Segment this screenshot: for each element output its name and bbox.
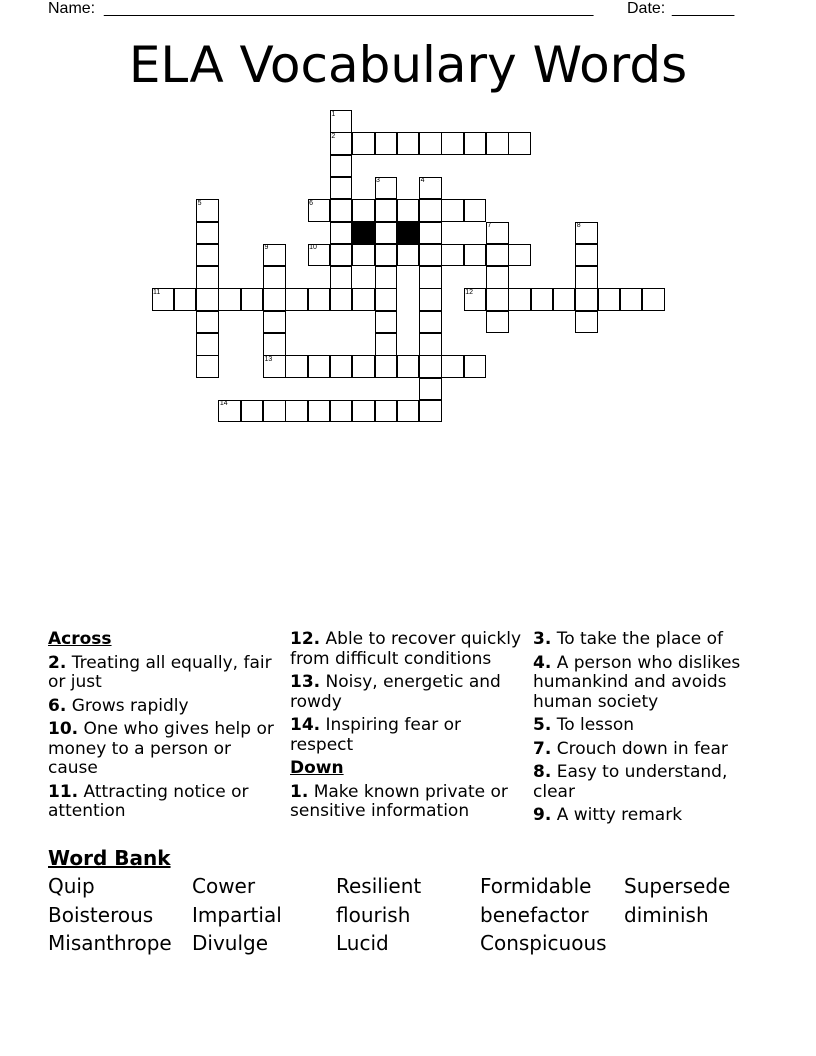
clues-column-1 [48,630,280,826]
grid-cell[interactable] [308,400,331,423]
grid-cell[interactable] [531,288,554,311]
grid-cell[interactable] [285,400,308,423]
grid-cell[interactable] [263,288,286,311]
grid-cell[interactable] [263,311,286,334]
grid-cell[interactable] [464,132,487,155]
down-clue-8: 8. Easy to understand, clear [533,762,728,802]
grid-cell[interactable] [419,311,442,334]
grid-cell[interactable] [464,355,487,378]
grid-cell[interactable] [419,199,442,222]
grid-cell[interactable] [352,244,375,267]
clues-column-3 [533,630,765,830]
down-header: Down [290,758,344,778]
grid-cell[interactable] [441,355,464,378]
clue-number: 14 [219,400,228,408]
grid-cell[interactable] [241,288,264,311]
clues-column-2 [290,630,522,826]
word-bank-item: Misanthrope [48,931,172,955]
grid-cell[interactable] [352,199,375,222]
word-bank-item: Supersede [624,874,731,898]
grid-cell[interactable] [375,244,398,267]
grid-cell[interactable] [441,199,464,222]
word-bank-item: flourish [336,902,411,927]
grid-cell[interactable] [419,222,442,245]
grid-cell[interactable] [464,199,487,222]
across-clue-10: 10. One who gives help or money to a person or cause [48,719,274,778]
grid-cell[interactable] [330,155,353,178]
word-bank-item: Quip [48,874,95,898]
grid-cell[interactable] [575,266,598,289]
across-clue-6: 6. Grows rapidly [48,695,189,716]
page-title: ELA Vocabulary Words [128,36,688,94]
grid-cell[interactable] [352,288,375,311]
grid-cell[interactable] [464,244,487,267]
grid-cell[interactable] [330,400,353,423]
grid-cell[interactable] [486,311,509,334]
grid-cell[interactable] [375,333,398,356]
clue-number: 2 [331,132,336,140]
grid-cell[interactable] [486,132,509,155]
grid-cell[interactable] [486,266,509,289]
grid-cell[interactable] [196,222,219,245]
grid-cell[interactable] [419,333,442,356]
grid-block [397,222,420,245]
grid-cell[interactable] [263,400,286,423]
date-field[interactable]: _______ [672,0,735,17]
clue-number: 9 [264,244,269,252]
word-bank-item: Cower [192,874,256,898]
word-bank-item: Formidable [480,874,592,898]
down-clue-4: 4. A person who dislikes humankind and avoids human society [533,652,741,712]
grid-cell[interactable] [196,288,219,311]
across-clue-14: 14. Inspiring fear or respect [290,715,462,755]
grid-cell[interactable] [330,222,353,245]
down-clue-1: 1. Make known private or sensitive information [290,781,508,821]
word-bank-item: Conspicuous [480,931,607,955]
word-bank-title: Word Bank [48,846,171,870]
clue-number: 7 [487,222,492,229]
word-bank [48,874,768,956]
grid-cell[interactable] [508,132,531,155]
grid-cell[interactable] [330,355,353,378]
clue-number: 12 [465,288,473,296]
down-clue-3: 3. To take the place of [533,629,724,649]
grid-cell[interactable] [375,355,398,378]
grid-cell[interactable] [308,355,331,378]
grid-cell[interactable] [196,266,219,289]
clue-number: 6 [309,199,313,207]
grid-cell[interactable] [419,132,442,155]
grid-cell[interactable] [575,288,598,311]
word-bank-item: Divulge [192,931,269,955]
grid-cell[interactable] [397,132,420,155]
grid-cell[interactable] [352,355,375,378]
across-clue-11: 11. Attracting notice or attention [48,781,249,821]
word-bank-item: Boisterous [48,902,154,927]
grid-cell[interactable] [419,355,442,378]
grid-cell[interactable] [174,288,197,311]
grid-cell[interactable] [196,333,219,356]
date-label: Date: [627,0,666,17]
grid-cell[interactable] [553,288,576,311]
grid-cell[interactable] [375,266,398,289]
grid-cell[interactable] [263,266,286,289]
word-bank-item: benefactor [480,902,589,927]
grid-cell[interactable] [419,400,442,423]
grid-cell[interactable] [486,288,509,311]
grid-cell[interactable] [575,244,598,267]
grid-cell[interactable] [241,400,264,423]
grid-cell[interactable] [285,355,308,378]
across-header: Across [48,629,112,649]
word-bank-item: Lucid [336,931,389,955]
grid-cell[interactable] [508,288,531,311]
grid-cell[interactable] [330,266,353,289]
across-clue-13: 13. Noisy, energetic and rowdy [290,672,501,712]
grid-cell[interactable] [397,400,420,423]
grid-cell[interactable] [330,244,353,267]
grid-cell[interactable] [218,288,241,311]
down-clue-7: 7. Crouch down in fear [533,738,728,759]
grid-cell[interactable] [196,311,219,334]
clue-number: 3 [376,177,380,185]
clue-number: 11 [153,288,161,296]
grid-cell[interactable] [375,311,398,334]
grid-cell[interactable] [419,288,442,311]
grid-cell[interactable] [375,199,398,222]
grid-cell[interactable] [419,244,442,267]
grid-cell[interactable] [285,288,308,311]
word-bank-item: Impartial [192,902,282,927]
grid-cell[interactable] [508,244,531,267]
grid-cell[interactable] [441,244,464,267]
grid-cell[interactable] [330,199,353,222]
across-clue-2: 2. Treating all equally, fair or just [48,652,272,692]
grid-cell[interactable] [441,132,464,155]
grid-cell[interactable] [642,288,665,311]
grid-cell[interactable] [308,288,331,311]
clue-number: 8 [576,222,581,229]
grid-cell[interactable] [263,333,286,356]
grid-cell[interactable] [397,199,420,222]
name-field[interactable]: _______________________________________________________ [104,0,594,17]
grid-cell[interactable] [598,288,621,311]
clue-number: 13 [264,355,273,363]
grid-cell[interactable] [620,288,643,311]
word-bank-item: Resilient [336,874,422,898]
name-label: Name: [48,0,96,17]
grid-cell[interactable] [330,288,353,311]
grid-cell[interactable] [419,266,442,289]
grid-block [352,222,375,245]
grid-cell[interactable] [196,244,219,267]
word-bank-item: diminish [624,902,709,927]
down-clue-9: 9. A witty remark [533,805,683,825]
grid-cell[interactable] [330,177,353,200]
grid-cell[interactable] [375,288,398,311]
down-clue-5: 5. To lesson [533,715,635,735]
clue-number: 4 [420,177,425,185]
grid-cell[interactable] [375,400,398,423]
clue-number: 1 [331,110,336,118]
grid-cell[interactable] [419,378,442,401]
grid-cell[interactable] [352,400,375,423]
grid-cell[interactable] [375,222,398,245]
grid-cell[interactable] [397,355,420,378]
grid-cell[interactable] [352,132,375,155]
across-clue-12: 12. Able to recover quickly from difficult conditions [290,629,522,669]
grid-cell[interactable] [575,311,598,334]
grid-cell[interactable] [375,132,398,155]
clue-number: 10 [309,244,317,252]
grid-cell[interactable] [486,244,509,267]
clue-number: 5 [197,199,202,207]
grid-cell[interactable] [196,355,219,378]
grid-cell[interactable] [397,244,420,267]
